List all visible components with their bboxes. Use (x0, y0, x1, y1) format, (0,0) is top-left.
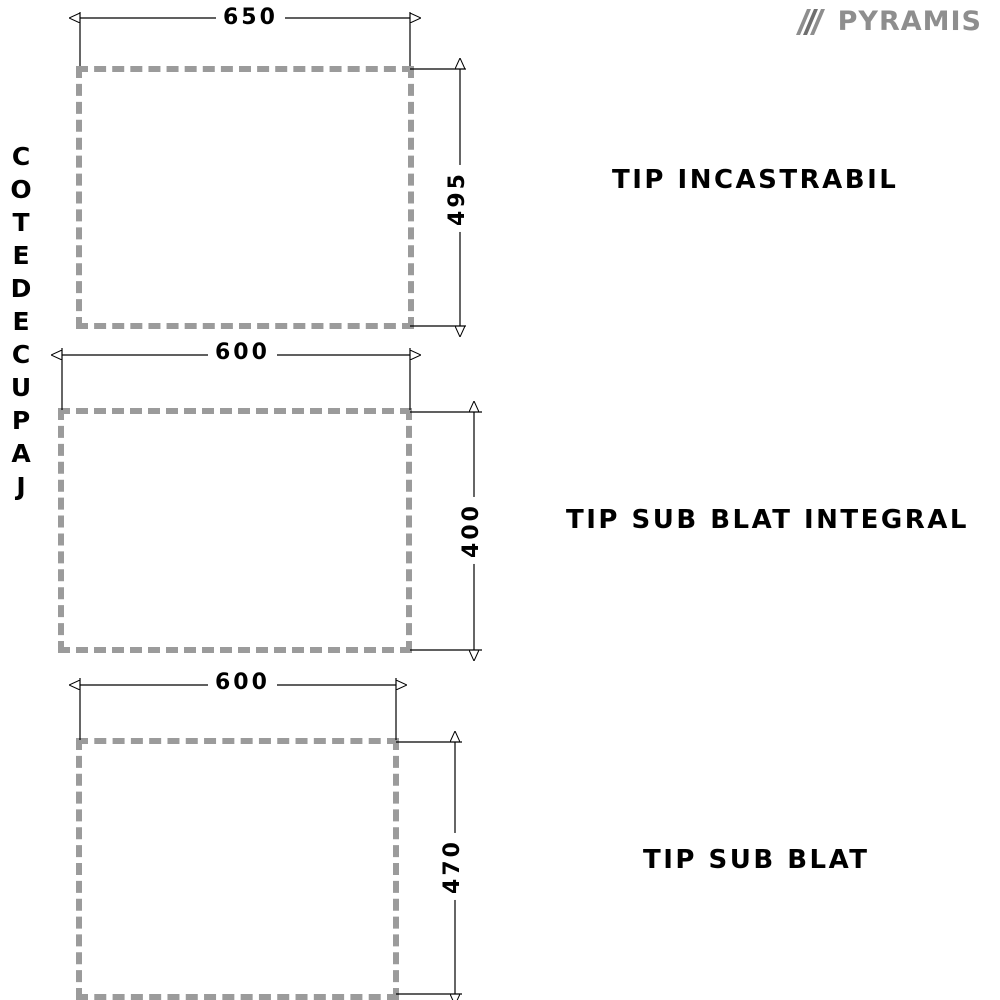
vlabel-letter: P (11, 406, 31, 435)
vlabel-letter: O (10, 175, 32, 204)
brand-logo (794, 6, 982, 37)
vlabel-letter: D (10, 274, 32, 303)
dimension-width-3: 600 (208, 670, 277, 695)
dimension-width-1: 650 (216, 5, 285, 30)
vlabel-letter: C (11, 340, 31, 369)
dimension-height-1: 495 (445, 165, 470, 232)
cutout-rect-sub-blat-integral (58, 408, 412, 653)
title-sub-blat-integral: TIP SUB BLAT INTEGRAL (566, 505, 969, 535)
brand-name: PYRAMIS (837, 6, 982, 37)
dimension-height-2: 400 (459, 497, 484, 564)
vlabel-letter: E (12, 307, 30, 336)
title-incastrabil: TIP INCASTRABIL (612, 165, 899, 195)
cutout-rect-sub-blat (76, 738, 399, 1000)
dimension-width-2: 600 (208, 340, 277, 365)
vertical-axis-label (4, 140, 38, 503)
vlabel-letter: C (11, 142, 31, 171)
dimension-height-3: 470 (440, 833, 465, 900)
vlabel-letter: A (11, 439, 31, 468)
title-sub-blat: TIP SUB BLAT (643, 845, 870, 875)
vlabel-letter: U (10, 373, 32, 402)
pyramis-logo-icon (794, 7, 828, 37)
vlabel-letter: J (16, 472, 26, 501)
cutout-rect-incastrabil (76, 66, 414, 329)
vlabel-letter: T (12, 208, 30, 237)
vlabel-letter: E (12, 241, 30, 270)
